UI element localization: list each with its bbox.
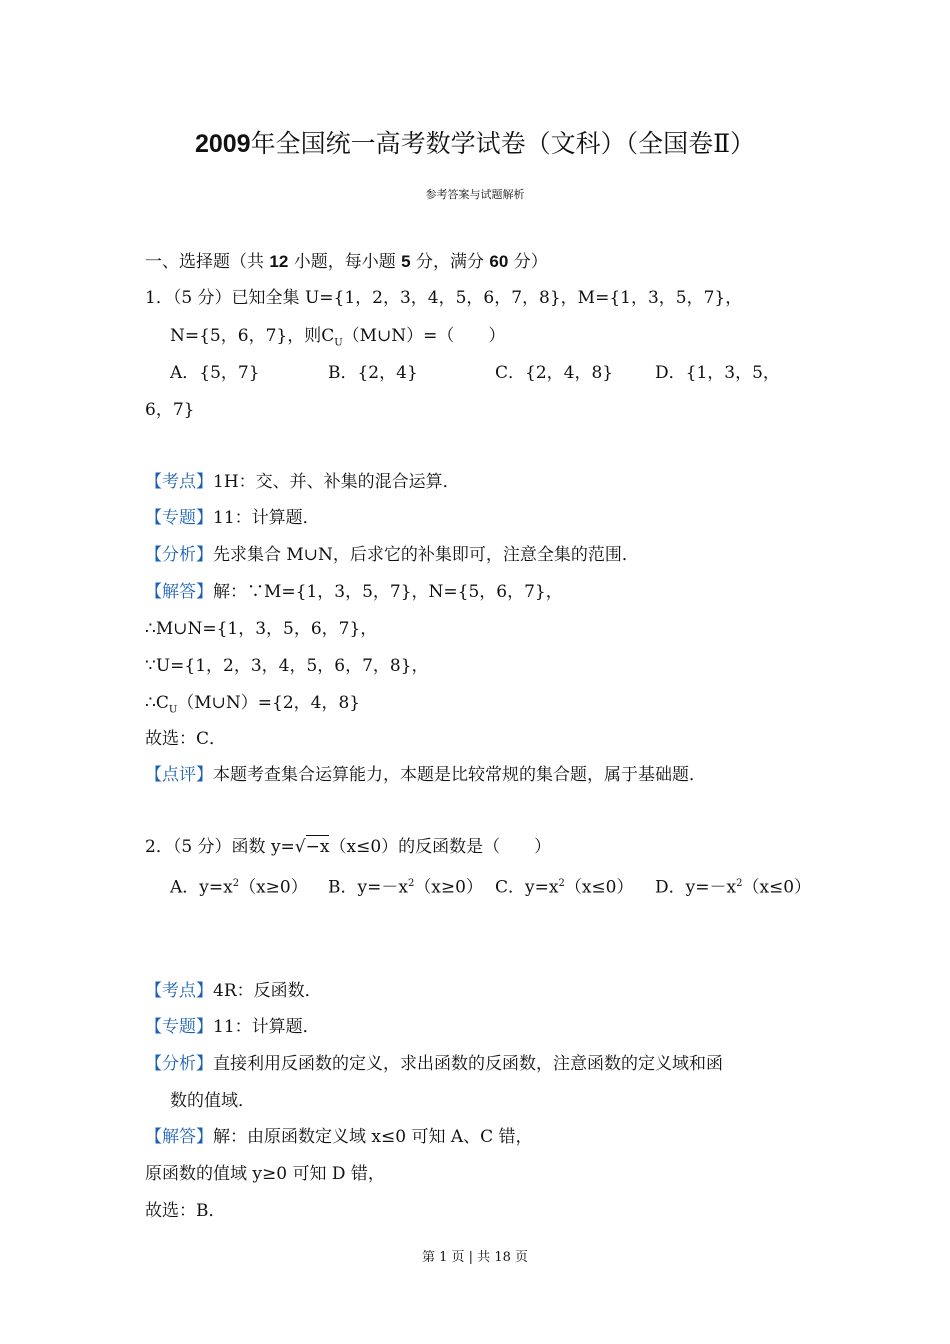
q2-option-c: C．$y=x^2(x\le 0)$ [495, 877, 634, 898]
page-subtitle: 参考答案与试题解析 [425, 188, 525, 201]
q1-option-d: D．{1，3，5， [655, 363, 780, 383]
q1-jieda: 【解答】解：∵M={1，3，5，7}，N={5，6，7}， [145, 582, 563, 602]
q2-kaodian: 【考点】4R：反函数． [145, 981, 322, 1001]
page-title: 2009年全国统一高考数学试卷（文科）（全国卷Ⅱ） [194, 129, 756, 158]
q2-option-b: B．$y=-x^2(x\ge 0)$ [328, 877, 483, 898]
q1-zhuanti: 【专题】11：计算题． [145, 508, 320, 528]
q2-zhuanti: 【专题】11：计算题． [145, 1017, 320, 1037]
q2-answer: 故选：B． [145, 1201, 226, 1221]
section-heading: 一、选择题（共 12 小题，每小题 5 分，满分 60 分） [145, 252, 548, 272]
q2-fenxi-cont: 数的值域． [170, 1091, 255, 1111]
q1-option-d-cont: 6，7} [145, 400, 195, 420]
q2-stem: 2．（5 分）函数 y=√−x（x≤0）的反函数是（ ） [145, 837, 552, 857]
q1-option-a: A．{5，7} [170, 363, 260, 383]
q1-step: ∵U={1，2，3，4，5，6，7，8}， [145, 656, 429, 676]
q1-dianping: 【点评】本题考查集合运算能力，本题是比较常规的集合题，属于基础题． [145, 765, 706, 785]
q1-fenxi: 【分析】先求集合 M∪N，后求它的补集即可，注意全集的范围． [145, 545, 639, 565]
q1-kaodian: 【考点】1H：交、并、补集的混合运算． [145, 472, 460, 492]
q2-option-a: A．$y=x^2(x\ge 0)$ [170, 877, 308, 898]
q1-step: ∴M∪N={1，3，5，6，7}， [145, 619, 378, 639]
q1-option-b: B．{2，4} [328, 363, 418, 383]
q2-step: 原函数的值域 y≥0 可知 D 错， [145, 1164, 385, 1184]
q1-stem-cont: N={5，6，7}，则$C_U(M\cup N)=$（ ） [170, 326, 506, 349]
page-footer: 第 1 页 | 共 18 页 [422, 1250, 528, 1265]
q2-option-d: D．$y=-x^2(x\le 0)$ [655, 877, 812, 898]
q1-stem: 1．（5 分）已知全集 U={1，2，3，4，5，6，7，8}，M={1，3，5，7}， [145, 288, 743, 308]
q1-answer: 故选：C． [145, 729, 227, 749]
sqrt-symbol: √ [294, 837, 306, 857]
q2-fenxi: 【分析】直接利用反函数的定义，求出函数的反函数，注意函数的定义域和函 [145, 1054, 723, 1074]
q2-jieda: 【解答】解：由原函数定义域 x≤0 可知 A、C 错， [145, 1127, 533, 1147]
q1-option-c: C．{2，4，8} [495, 363, 614, 383]
q1-step: $\therefore C_U(M\cup N)=\{2$，4，8} [145, 693, 361, 716]
